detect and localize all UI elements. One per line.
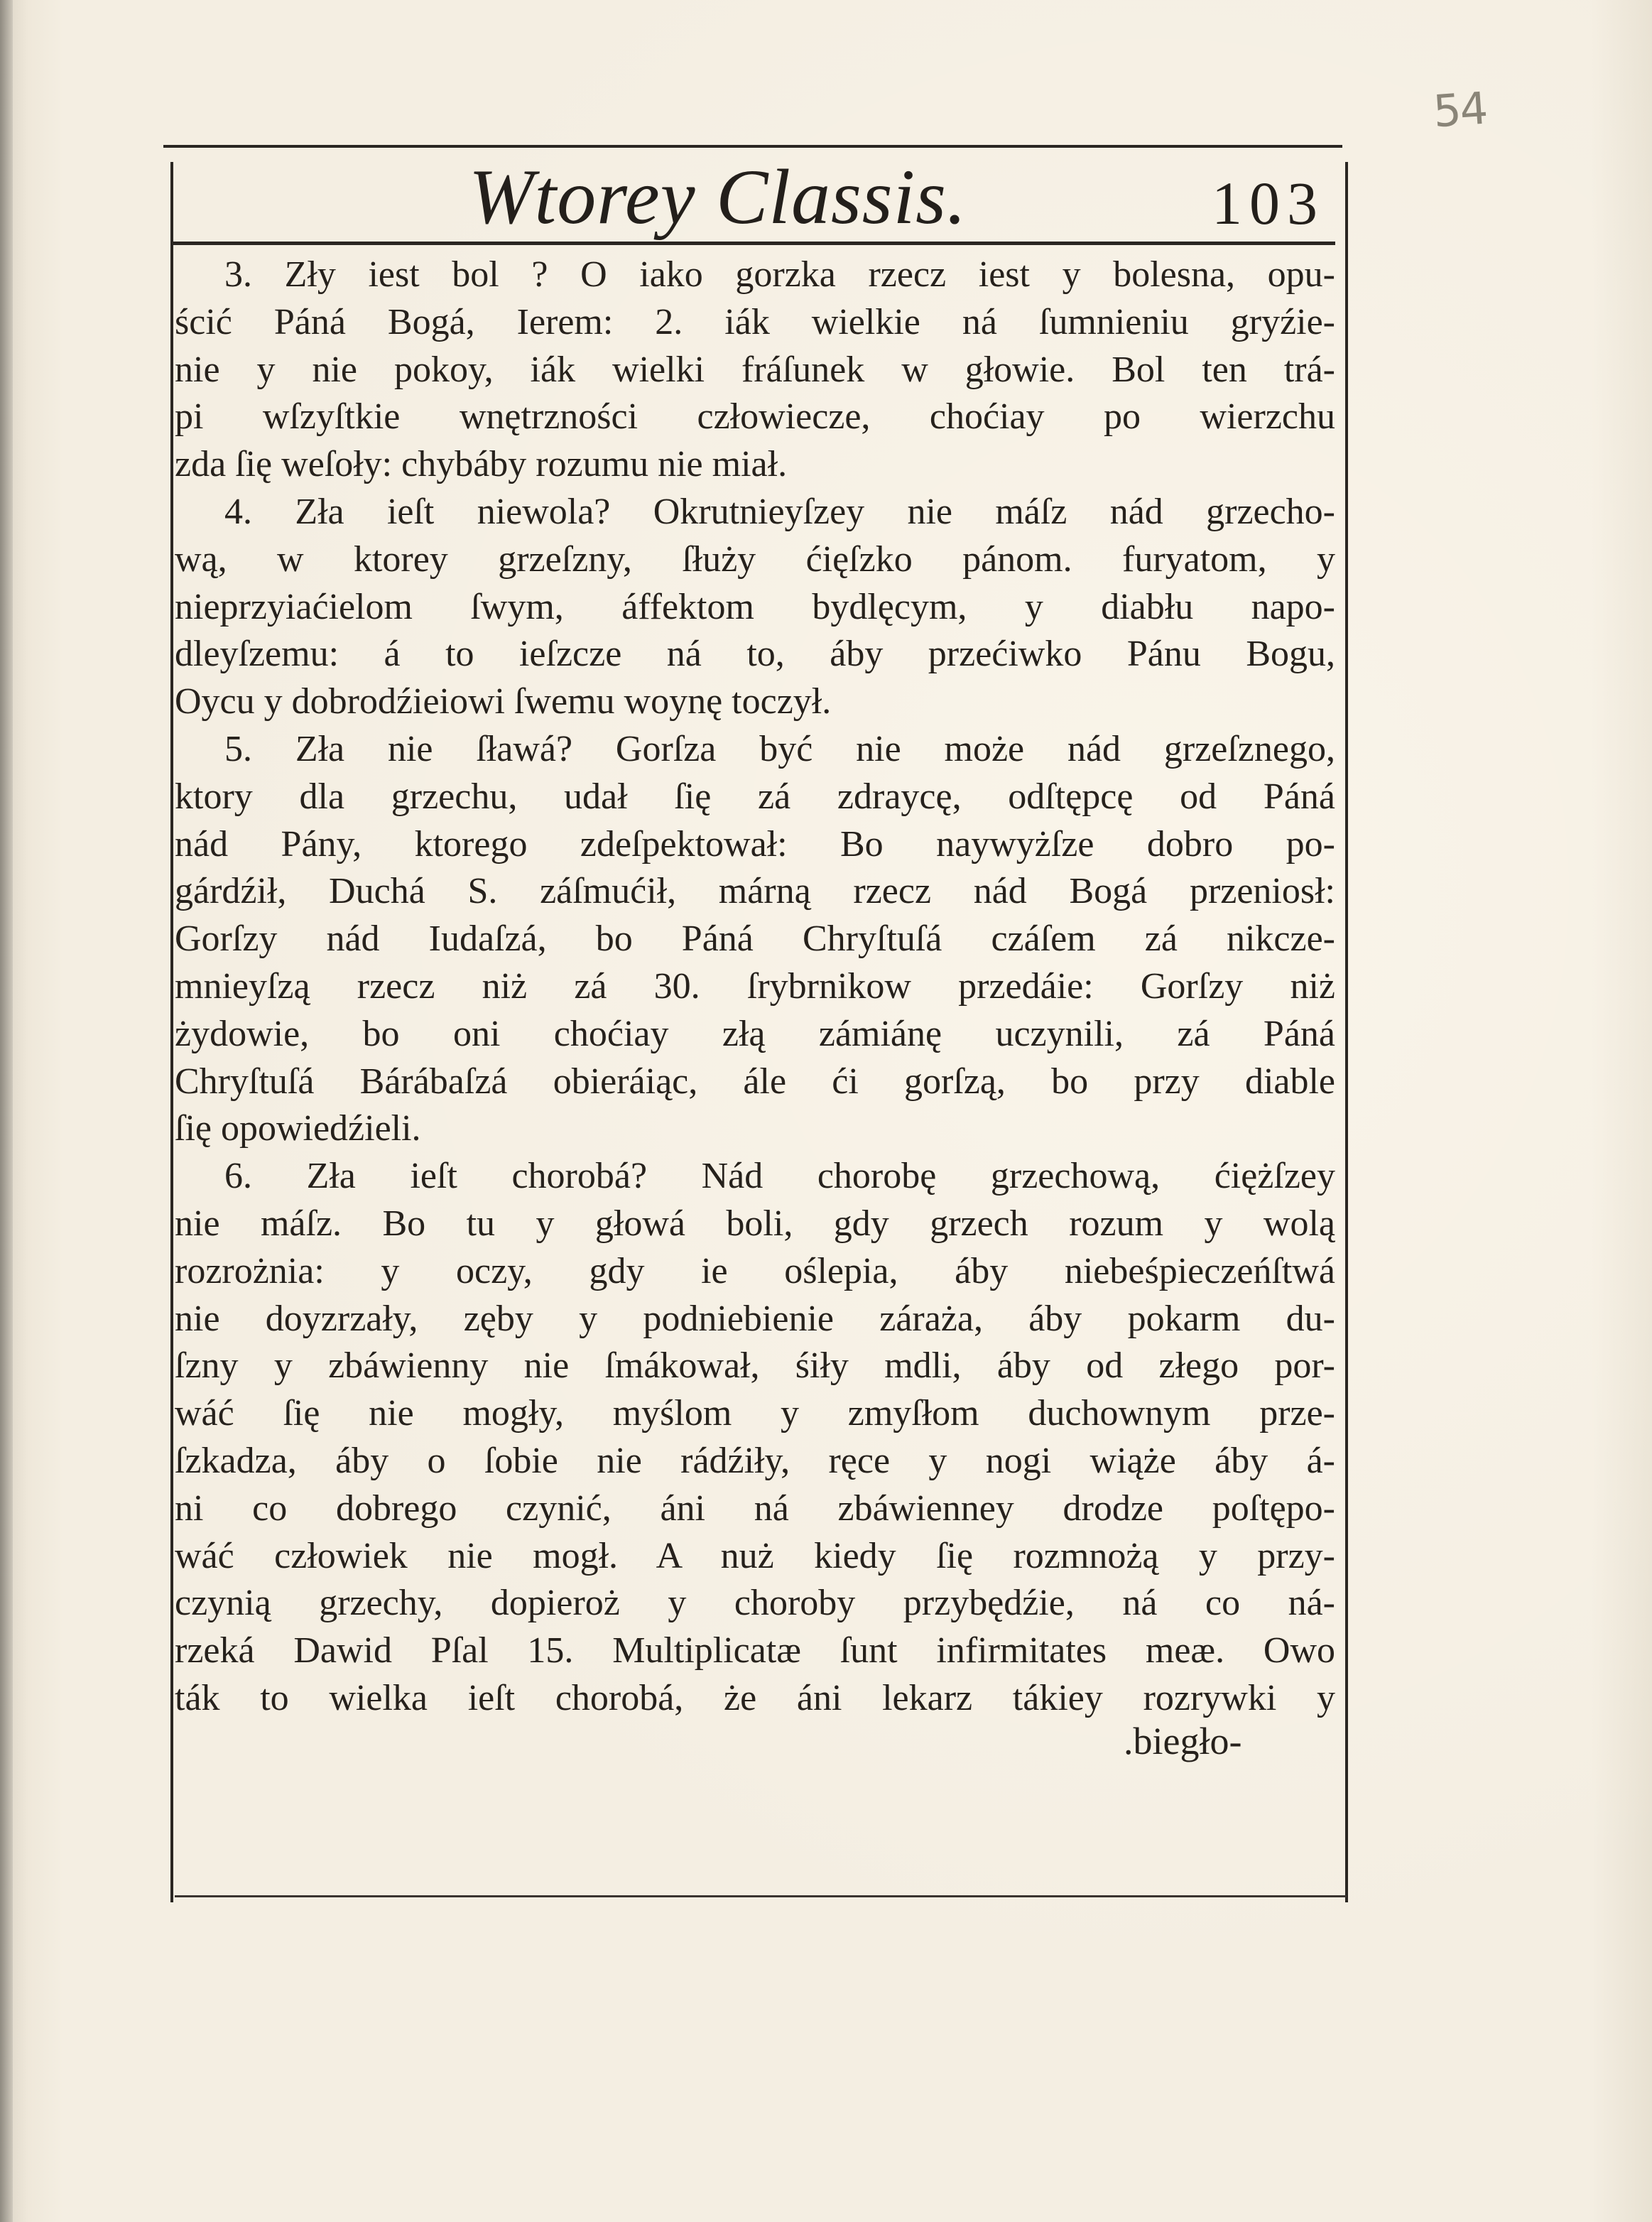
body-text	[175, 251, 1335, 1723]
bottom-rule	[175, 1895, 1347, 1897]
text-line: ſzny y zbáwienny nie ſmákował, śiły mdli, áby od złego por-	[175, 1345, 1335, 1387]
running-head-title: Wtorey Classis.	[469, 153, 967, 240]
text-line: gárdźił, Duchá S. záſmućił, márną rzecz nád Bogá przeniosł:	[175, 871, 1335, 912]
text-line: Gorſzy nád Iudaſzá, bo Páná Chryſtuſá czáſem zá nikcze-	[175, 918, 1335, 960]
text-line: dleyſzemu: á to ieſzcze ná to, áby przećiwko Pánu Bogu,	[175, 634, 1335, 675]
text-line: ścić Páná Bogá, Ierem: 2. iák wielkie ná ſumnieniu gryźie-	[175, 301, 1335, 342]
text-line: żydowie, bo oni choćiay złą zámiánę uczynili, zá Páná	[175, 1013, 1335, 1054]
text-line: czynią grzechy, dopieroż y choroby przybędźie, ná co ná-	[175, 1583, 1335, 1624]
folio-number: 54	[1431, 82, 1489, 138]
text-line: nieprzyiaćielom ſwym, áffektom bydlęcym, y diabłu napo-	[175, 586, 1335, 627]
catchword: .biegło-	[1124, 1720, 1242, 1762]
text-line: 4. Zła ieſt niewola? Okrutnieyſzey nie máſz nád grzecho-	[224, 491, 1335, 532]
top-rule	[163, 145, 1342, 148]
text-line: rozrożnia: y oczy, gdy ie oślepia, áby niebeśpieczeńſtwá	[175, 1250, 1335, 1291]
text-line: nie máſz. Bo tu y głowá boli, gdy grzech rozum y wolą	[175, 1203, 1335, 1244]
text-line: nie doyzrzały, zęby y podniebienie záraża, áby pokarm du-	[175, 1298, 1335, 1339]
text-line: ſię opowiedźieli.	[175, 1108, 421, 1149]
text-line: ſzkadza, áby o ſobie nie rádźiły, ręce y nogi wiąże áby á-	[175, 1440, 1335, 1481]
text-line: Oycu y dobrodźieiowi ſwemu woynę toczył.	[175, 681, 832, 722]
text-line: ták to wielka ieſt chorobá, że áni lekarz tákiey rozrywki y	[175, 1677, 1335, 1718]
text-line: 3. Zły iest bol ? O iako gorzka rzecz iest y bolesna, opu-	[224, 254, 1335, 295]
text-line: zda ſię weſoły: chybáby rozumu nie miał.	[175, 444, 788, 485]
text-line: wáć ſię nie mogły, myślom y zmyſłom duchownym prze-	[175, 1393, 1335, 1434]
binding-gutter	[0, 0, 13, 2222]
text-line: nie y nie pokoy, iák wielki fráſunek w głowie. Bol ten trá-	[175, 349, 1335, 390]
text-line: mnieyſzą rzecz niż zá 30. ſrybrnikow przedáie: Gorſzy niż	[175, 965, 1335, 1007]
text-line: rzeká Dawid Pſal 15. Multiplicatæ ſunt infirmitates meæ. Owo	[175, 1630, 1335, 1671]
page-number: 103	[1212, 169, 1325, 237]
text-line: pi wſzyſtkie wnętrzności człowiecze, choćiay po wierzchu	[175, 396, 1335, 438]
text-line: Chryſtuſá Bárábaſzá obieráiąc, ále ći gorſzą, bo przy diable	[175, 1061, 1335, 1102]
text-line: ni co dobrego czynić, áni ná zbáwienney drodze poſtępo-	[175, 1487, 1335, 1529]
text-line: wą, w ktorey grzeſzny, ſłuży ćięſzko pánom. furyatom, y	[175, 538, 1335, 580]
text-line: 5. Zła nie ſławá? Gorſza być nie może nád grzeſznego,	[224, 728, 1335, 769]
text-line: 6. Zła ieſt chorobá? Nád chorobę grzechową, ćiężſzey	[224, 1156, 1335, 1197]
text-line: nád Pány, ktorego zdeſpektował: Bo naywyżſze dobro po-	[175, 823, 1335, 865]
text-line: wáć człowiek nie mogł. A nuż kiedy ſię rozmnożą y przy-	[175, 1535, 1335, 1576]
text-line: ktory dla grzechu, udał ſię zá zdraycę, odſtępcę od Páná	[175, 776, 1335, 817]
header-rule	[170, 242, 1335, 245]
